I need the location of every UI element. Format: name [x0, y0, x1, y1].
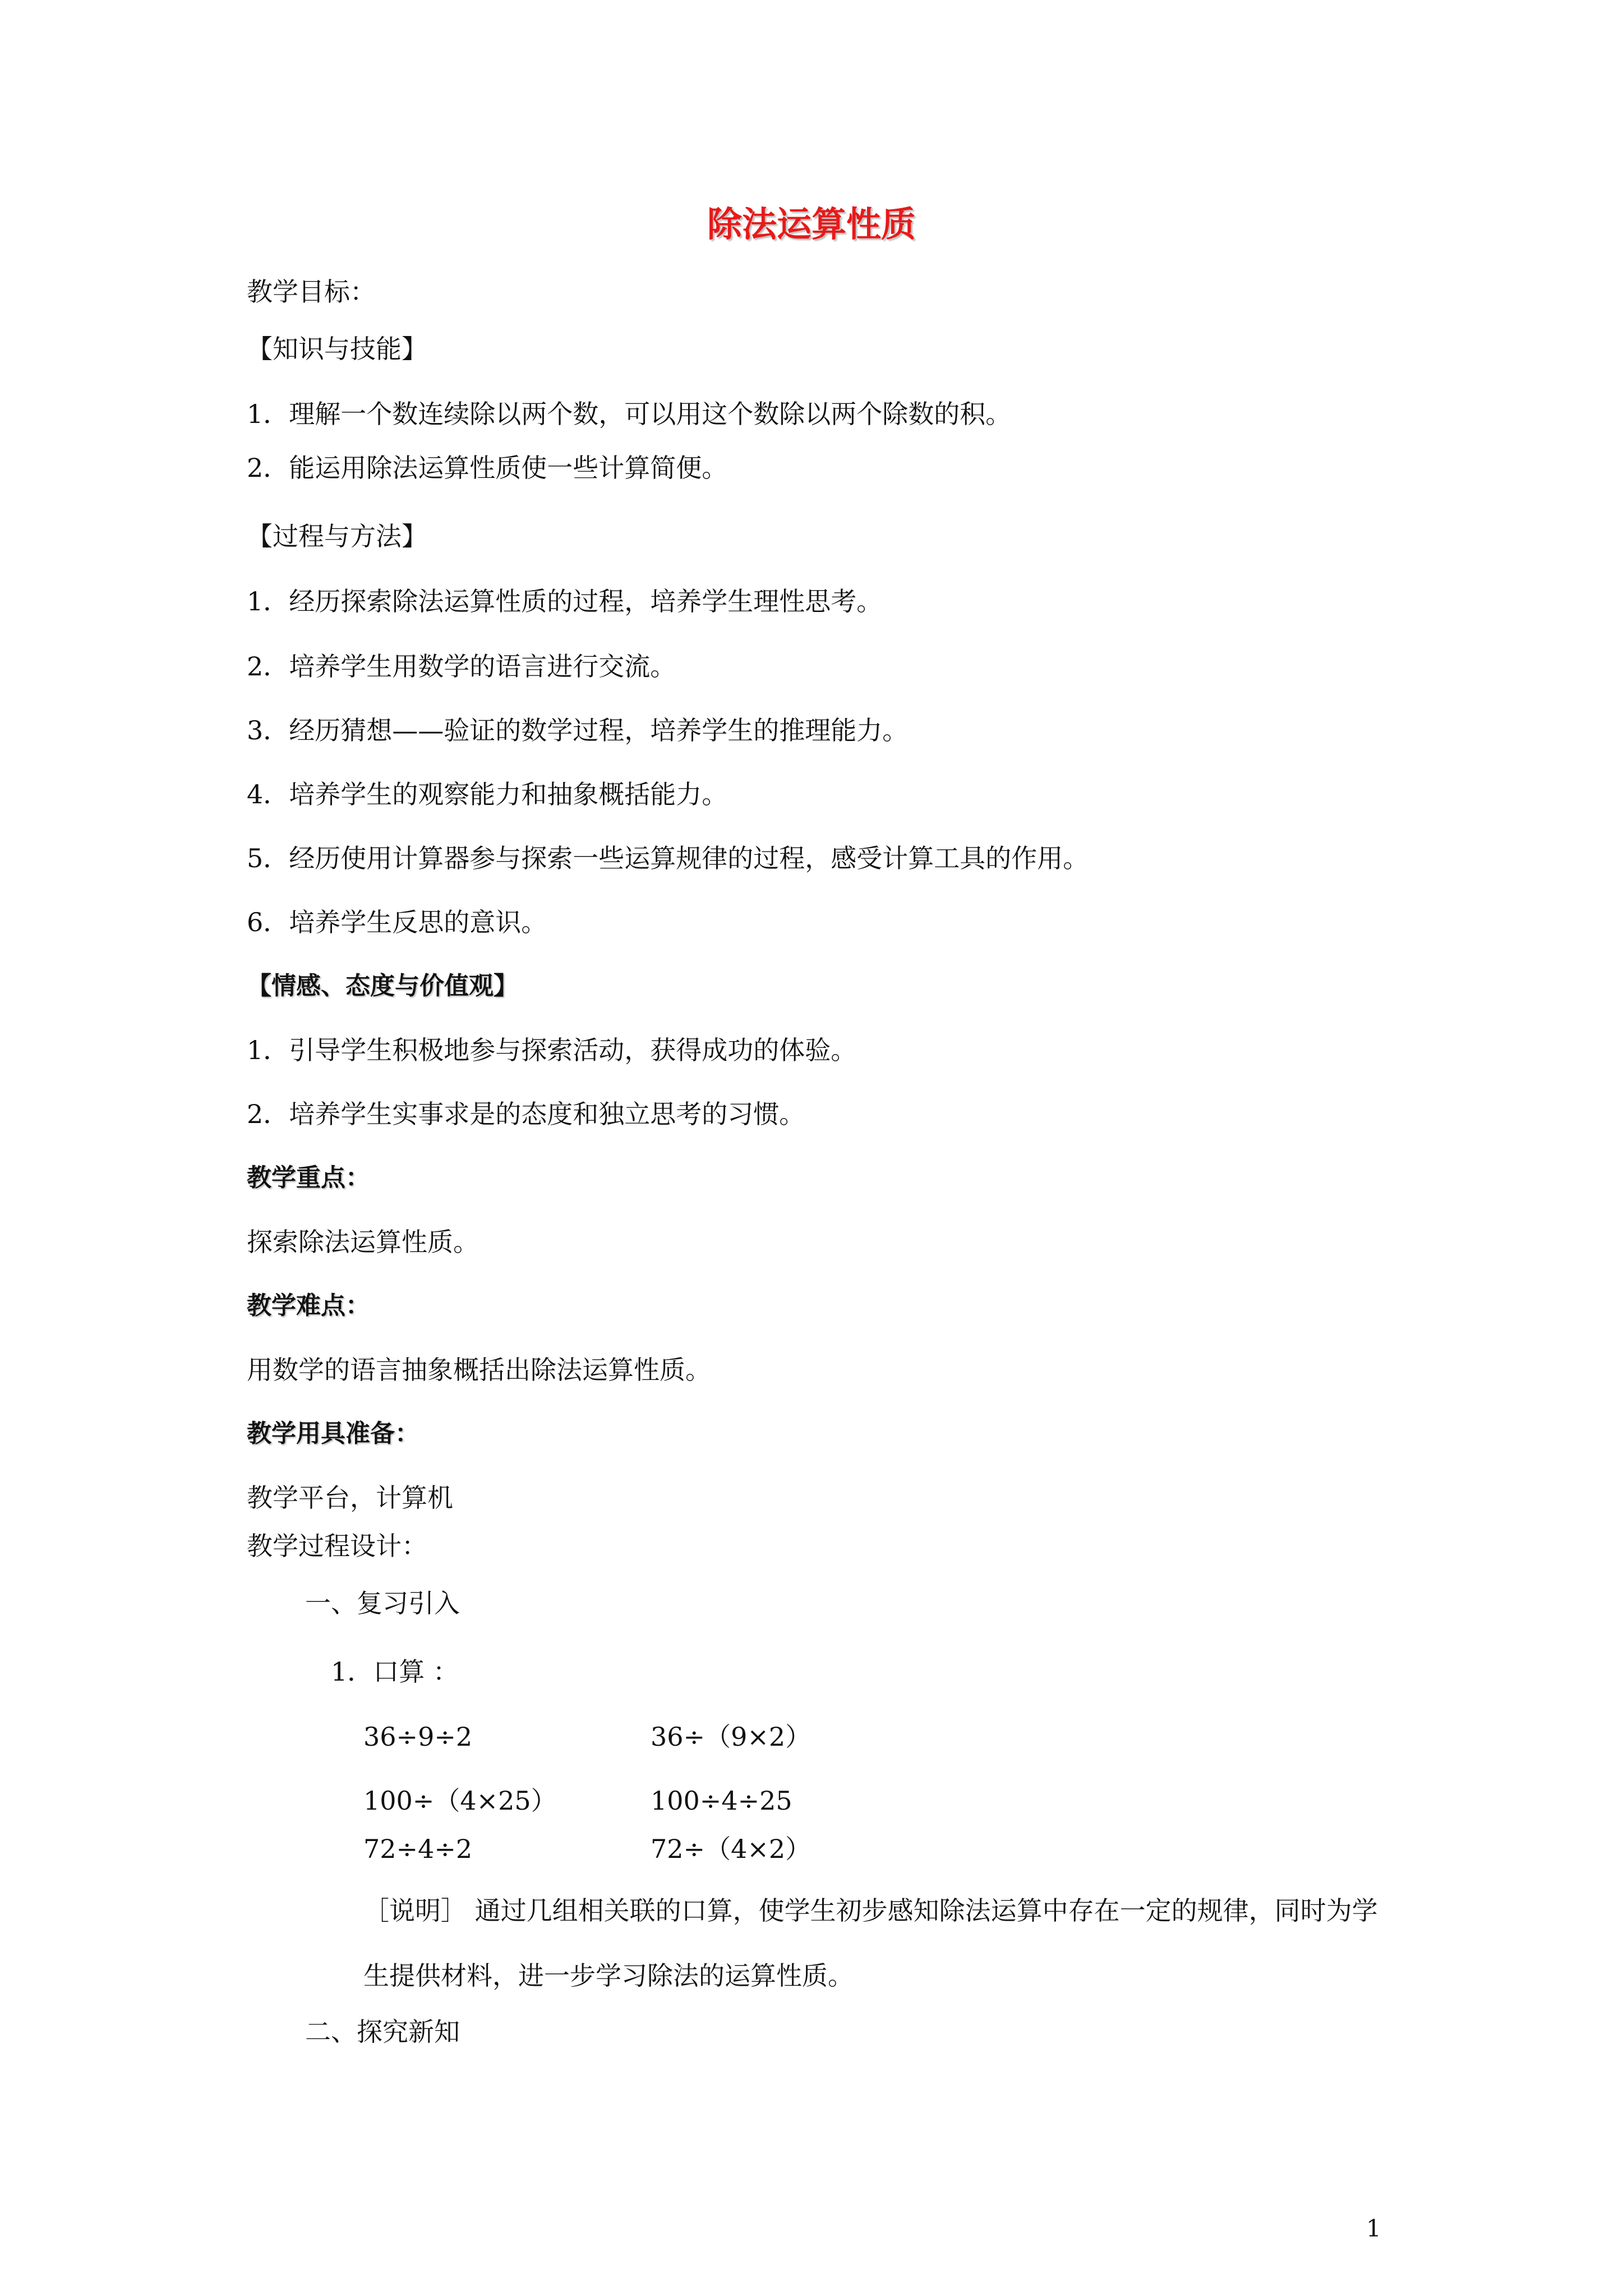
key-point-text: 探索除法运算性质。 [247, 1227, 479, 1257]
objectives-heading: 教学目标： [247, 277, 376, 307]
exercise: 100÷4÷25 [651, 1786, 792, 1816]
exercise: 100÷（4×25） [363, 1786, 557, 1816]
exercise: 36÷9÷2 [363, 1722, 473, 1752]
knowledge-heading: 【知识与技能】 [247, 334, 427, 364]
process-item: 4．培养学生的观察能力和抽象概括能力。 [247, 779, 728, 809]
process-item: 3．经历猜想——验证的数学过程，培养学生的推理能力。 [247, 715, 909, 746]
section-two-heading: 二、探究新知 [305, 2017, 460, 2047]
oral-calc-label: 1．口算 ： [331, 1657, 459, 1687]
tools-text: 教学平台，计算机 [247, 1483, 453, 1513]
section-one-heading: 一、复习引入 [305, 1588, 460, 1618]
exercise: 36÷（9×2） [651, 1722, 811, 1752]
process-item: 5．经历使用计算器参与探索一些运算规律的过程，感受计算工具的作用。 [247, 843, 1089, 873]
document-title: 除法运算性质 [707, 204, 916, 245]
design-heading: 教学过程设计： [247, 1531, 427, 1561]
emotion-item: 1．引导学生积极地参与探索活动，获得成功的体验。 [247, 1035, 857, 1065]
key-point-heading: 教学重点： [247, 1163, 370, 1192]
process-item: 2．培养学生用数学的语言进行交流。 [247, 651, 676, 682]
exercise: 72÷4÷2 [363, 1834, 473, 1864]
knowledge-item: 2．能运用除法运算性质使一些计算简便。 [247, 453, 728, 483]
process-item: 1．经历探索除法运算性质的过程，培养学生理性思考。 [247, 586, 883, 616]
difficulty-heading: 教学难点： [247, 1291, 370, 1320]
tools-heading: 教学用具准备： [247, 1419, 419, 1448]
exercise: 72÷（4×2） [651, 1834, 811, 1864]
explanation-note: ［说明］ 通过几组相关联的口算，使学生初步感知除法运算中存在一定的规律，同时为学生提供材料，进一步学习除法的运算性质。 [363, 1895, 1378, 1991]
process-heading: 【过程与方法】 [247, 521, 427, 551]
process-item: 6．培养学生反思的意识。 [247, 907, 547, 937]
difficulty-text: 用数学的语言抽象概括出除法运算性质。 [247, 1355, 711, 1385]
emotion-item: 2．培养学生实事求是的态度和独立思考的习惯。 [247, 1099, 805, 1129]
emotion-heading: 【情感、态度与价值观】 [247, 972, 518, 1000]
knowledge-item: 1．理解一个数连续除以两个数，可以用这个数除以两个除数的积。 [247, 399, 1012, 429]
page-number: 1 [1366, 2215, 1381, 2242]
